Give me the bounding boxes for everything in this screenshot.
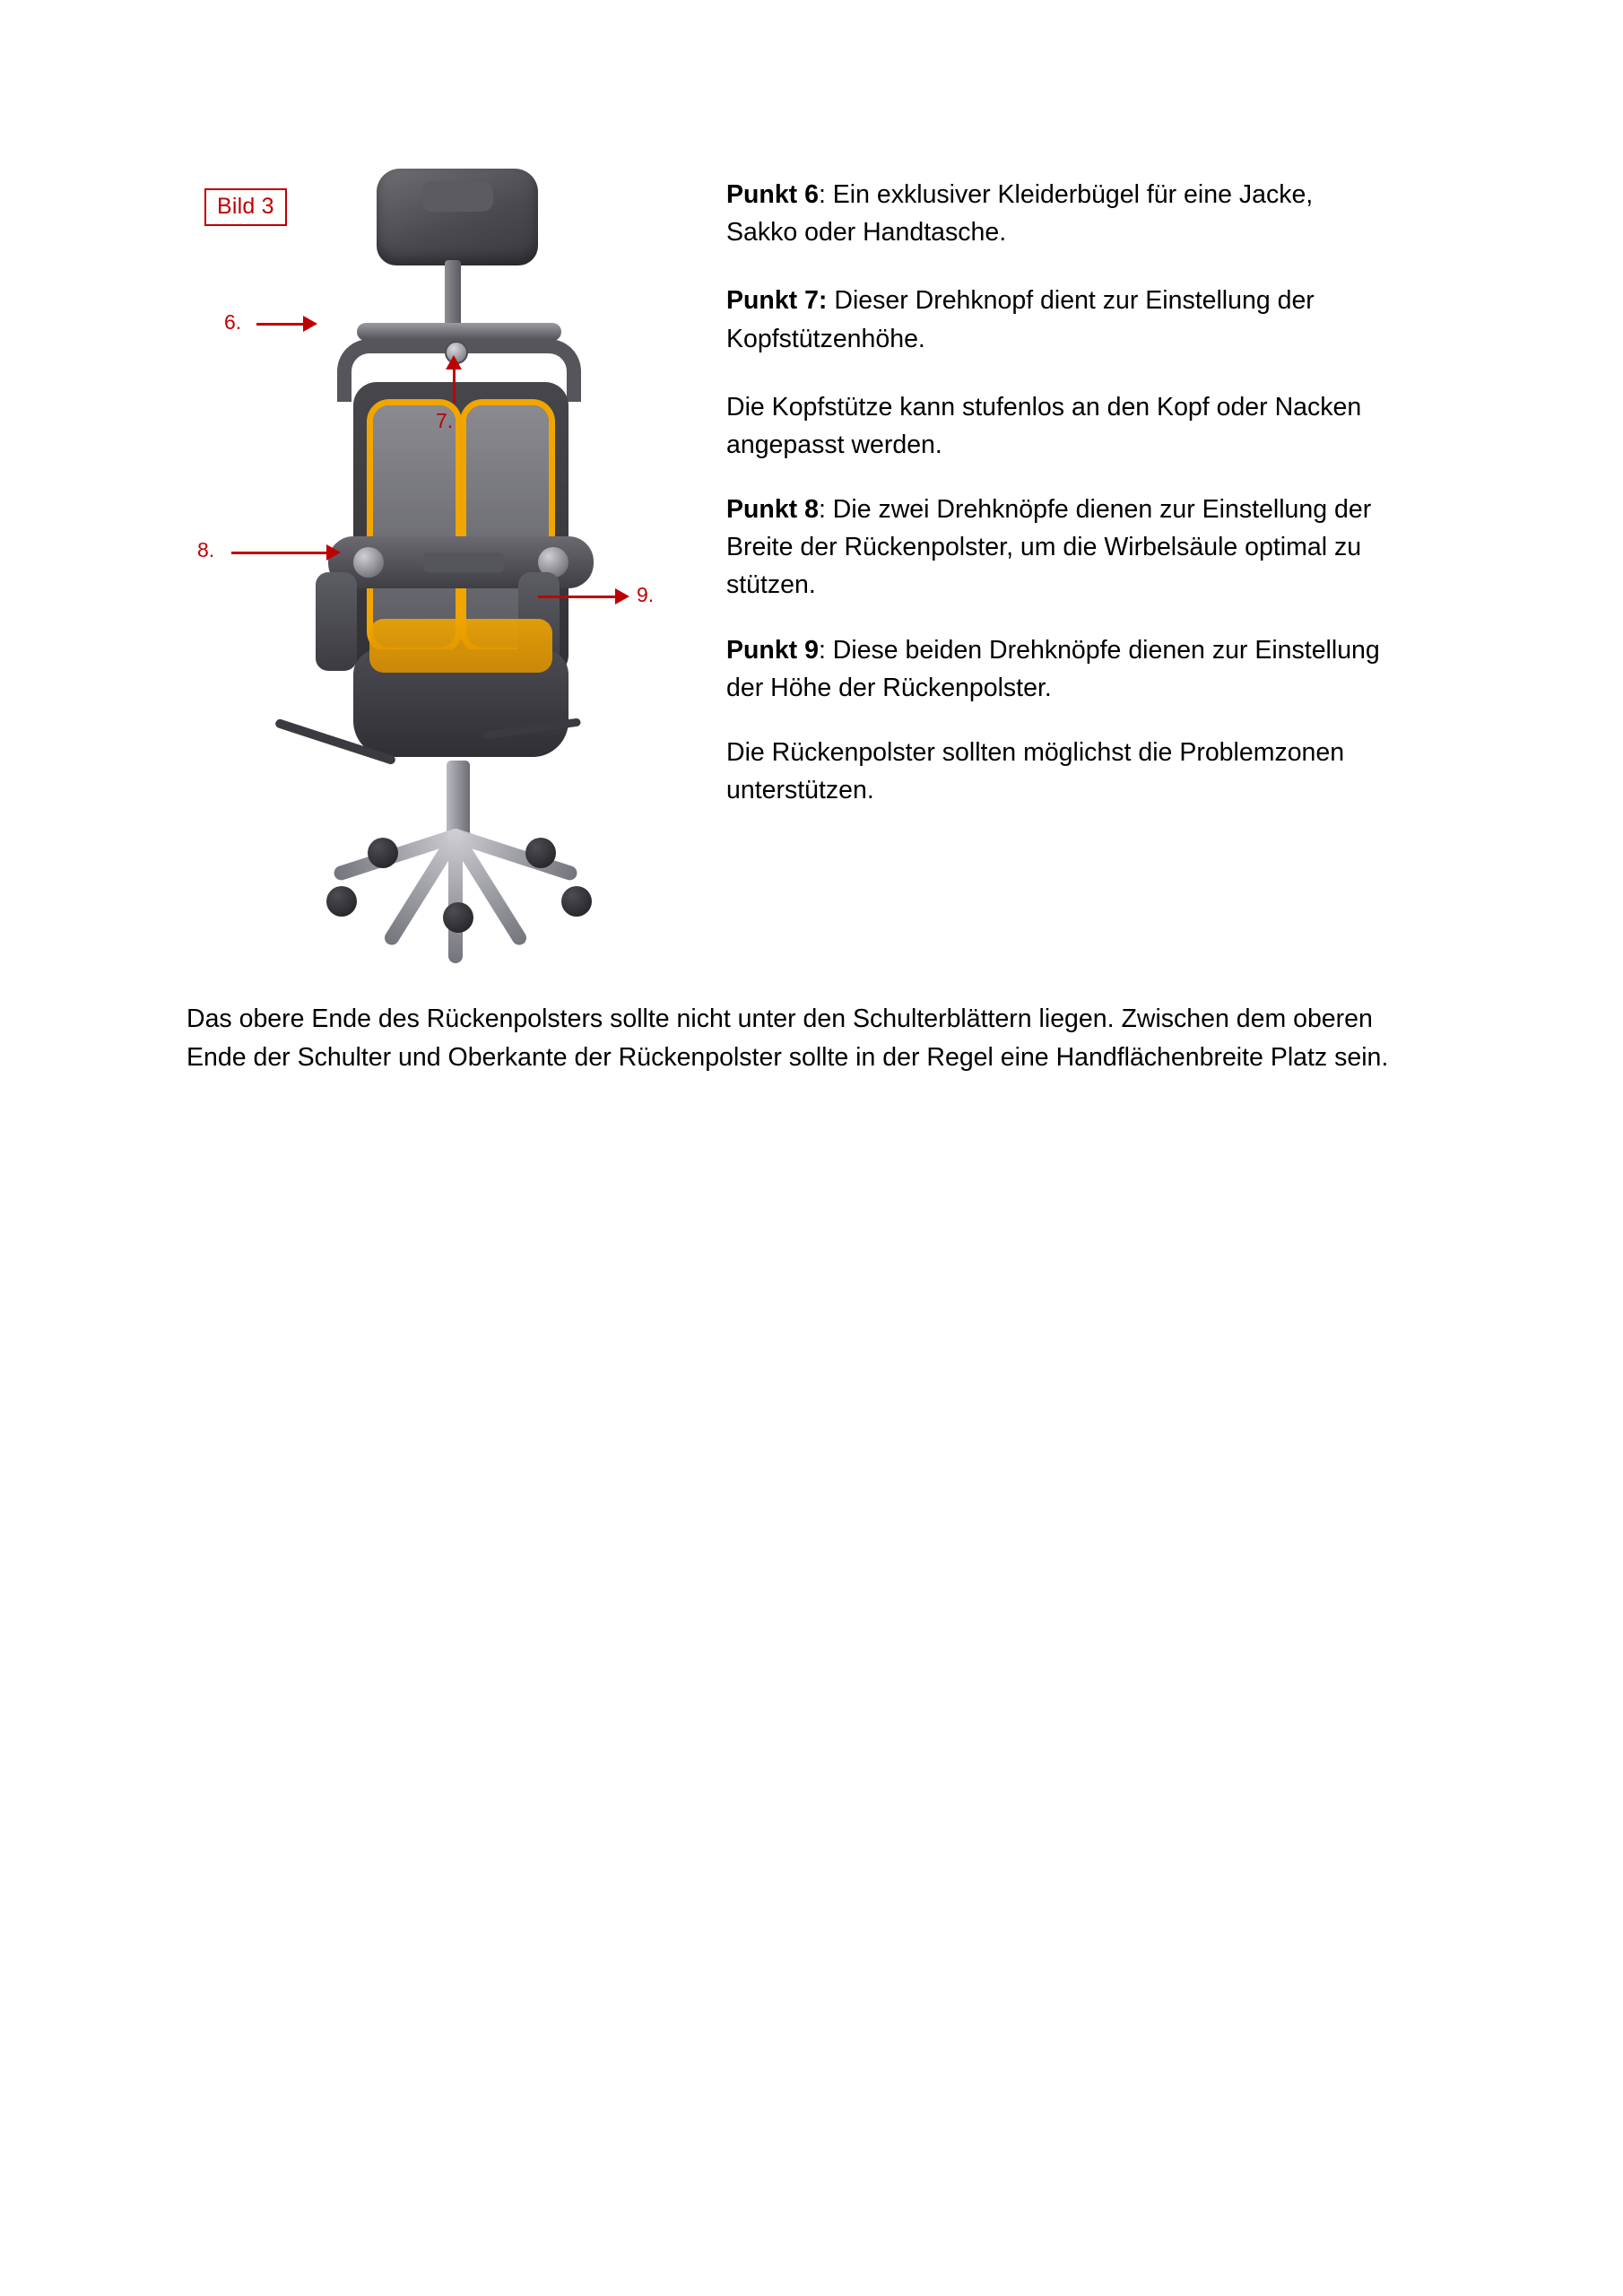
paragraph-punkt-6-label: Punkt 6 <box>726 180 819 209</box>
back-pad-left-shape <box>373 405 456 648</box>
paragraph-punkt-6-text: : Ein exklusiver Kleiderbügel für eine Jacke, Sakko oder Handtasche. <box>726 180 1314 248</box>
callout-arrow-9-line <box>538 596 619 598</box>
callout-arrow-8-line <box>231 552 330 554</box>
callout-arrow-9-head <box>615 588 629 604</box>
caster-wheel <box>443 902 473 933</box>
chair-base-shape <box>321 816 595 915</box>
paragraph-punkt-9-text: : Diese beiden Drehknöpfe dienen zur Einstellung der Höhe der Rückenpolster. <box>726 635 1380 702</box>
callout-arrow-6-line <box>256 323 307 326</box>
figure-caption-label: Bild 3 <box>204 188 287 226</box>
armrest-left-shape <box>316 572 357 671</box>
text-column <box>726 176 1390 839</box>
paragraph-punkt-8 <box>726 491 1390 604</box>
paragraph-punkt-8-text: : Die zwei Drehknöpfe dienen zur Einstellung der Breite der Rückenpolster, um die Wirbelsäule optimal zu stützen. <box>726 495 1372 600</box>
office-chair-illustration <box>187 151 689 976</box>
bottom-text-block <box>187 1000 1437 1077</box>
caster-wheel <box>368 838 398 868</box>
paragraph-punkt-7 <box>726 282 1390 357</box>
seat-shape <box>353 649 568 757</box>
paragraph-punkt-7-label: Punkt 7: <box>726 286 828 316</box>
coat-hanger-bar-shape <box>357 323 561 341</box>
paragraph-punkt-7-text: Dieser Drehknopf dient zur Einstellung der Kopfstützenhöhe. <box>726 286 1315 353</box>
paragraph-punkt-6 <box>726 176 1390 251</box>
base-spoke <box>448 829 463 963</box>
caster-wheel <box>326 886 357 917</box>
paragraph-kopfstuetze-text: Die Kopfstütze kann stufenlos an den Kopf oder Nacken angepasst werden. <box>726 392 1362 459</box>
paragraph-rueckenpolster-text: Die Rückenpolster sollten möglichst die Problemzonen unterstützen. <box>726 737 1345 805</box>
brand-logo-plate-shape <box>423 552 504 572</box>
headrest-stem-shape <box>445 260 461 332</box>
width-knob-left-shape <box>353 547 384 578</box>
paragraph-punkt-9 <box>726 631 1390 707</box>
paragraph-rueckenpolster-hinweis <box>726 734 1390 809</box>
callout-label-8: 8. <box>197 538 215 561</box>
caster-wheel <box>561 886 592 917</box>
callout-label-9: 9. <box>637 583 655 606</box>
paragraph-kopfstuetze-hinweis <box>726 388 1390 464</box>
paragraph-schulterblatt-hinweis: Das obere Ende des Rückenpolsters sollte nicht unter den Schulterblättern liegen. Zwischen dem oberen Ende der Schulter und Oberkante der Rückenpolster sollte in der Regel eine Handflächenbreite Platz sein. <box>187 1004 1389 1072</box>
headrest-shape <box>377 169 538 265</box>
caster-wheel <box>525 838 556 868</box>
callout-label-7: 7. <box>436 409 454 432</box>
paragraph-punkt-8-label: Punkt 8 <box>726 495 819 525</box>
callout-arrow-6-head <box>303 316 317 332</box>
callout-arrow-8-head <box>326 544 341 561</box>
callout-arrow-7-line <box>453 366 456 404</box>
callout-label-6: 6. <box>224 310 242 334</box>
paragraph-punkt-9-label: Punkt 9 <box>726 635 819 665</box>
figure-bild-3 <box>187 151 689 976</box>
callout-arrow-7-head <box>446 355 462 370</box>
